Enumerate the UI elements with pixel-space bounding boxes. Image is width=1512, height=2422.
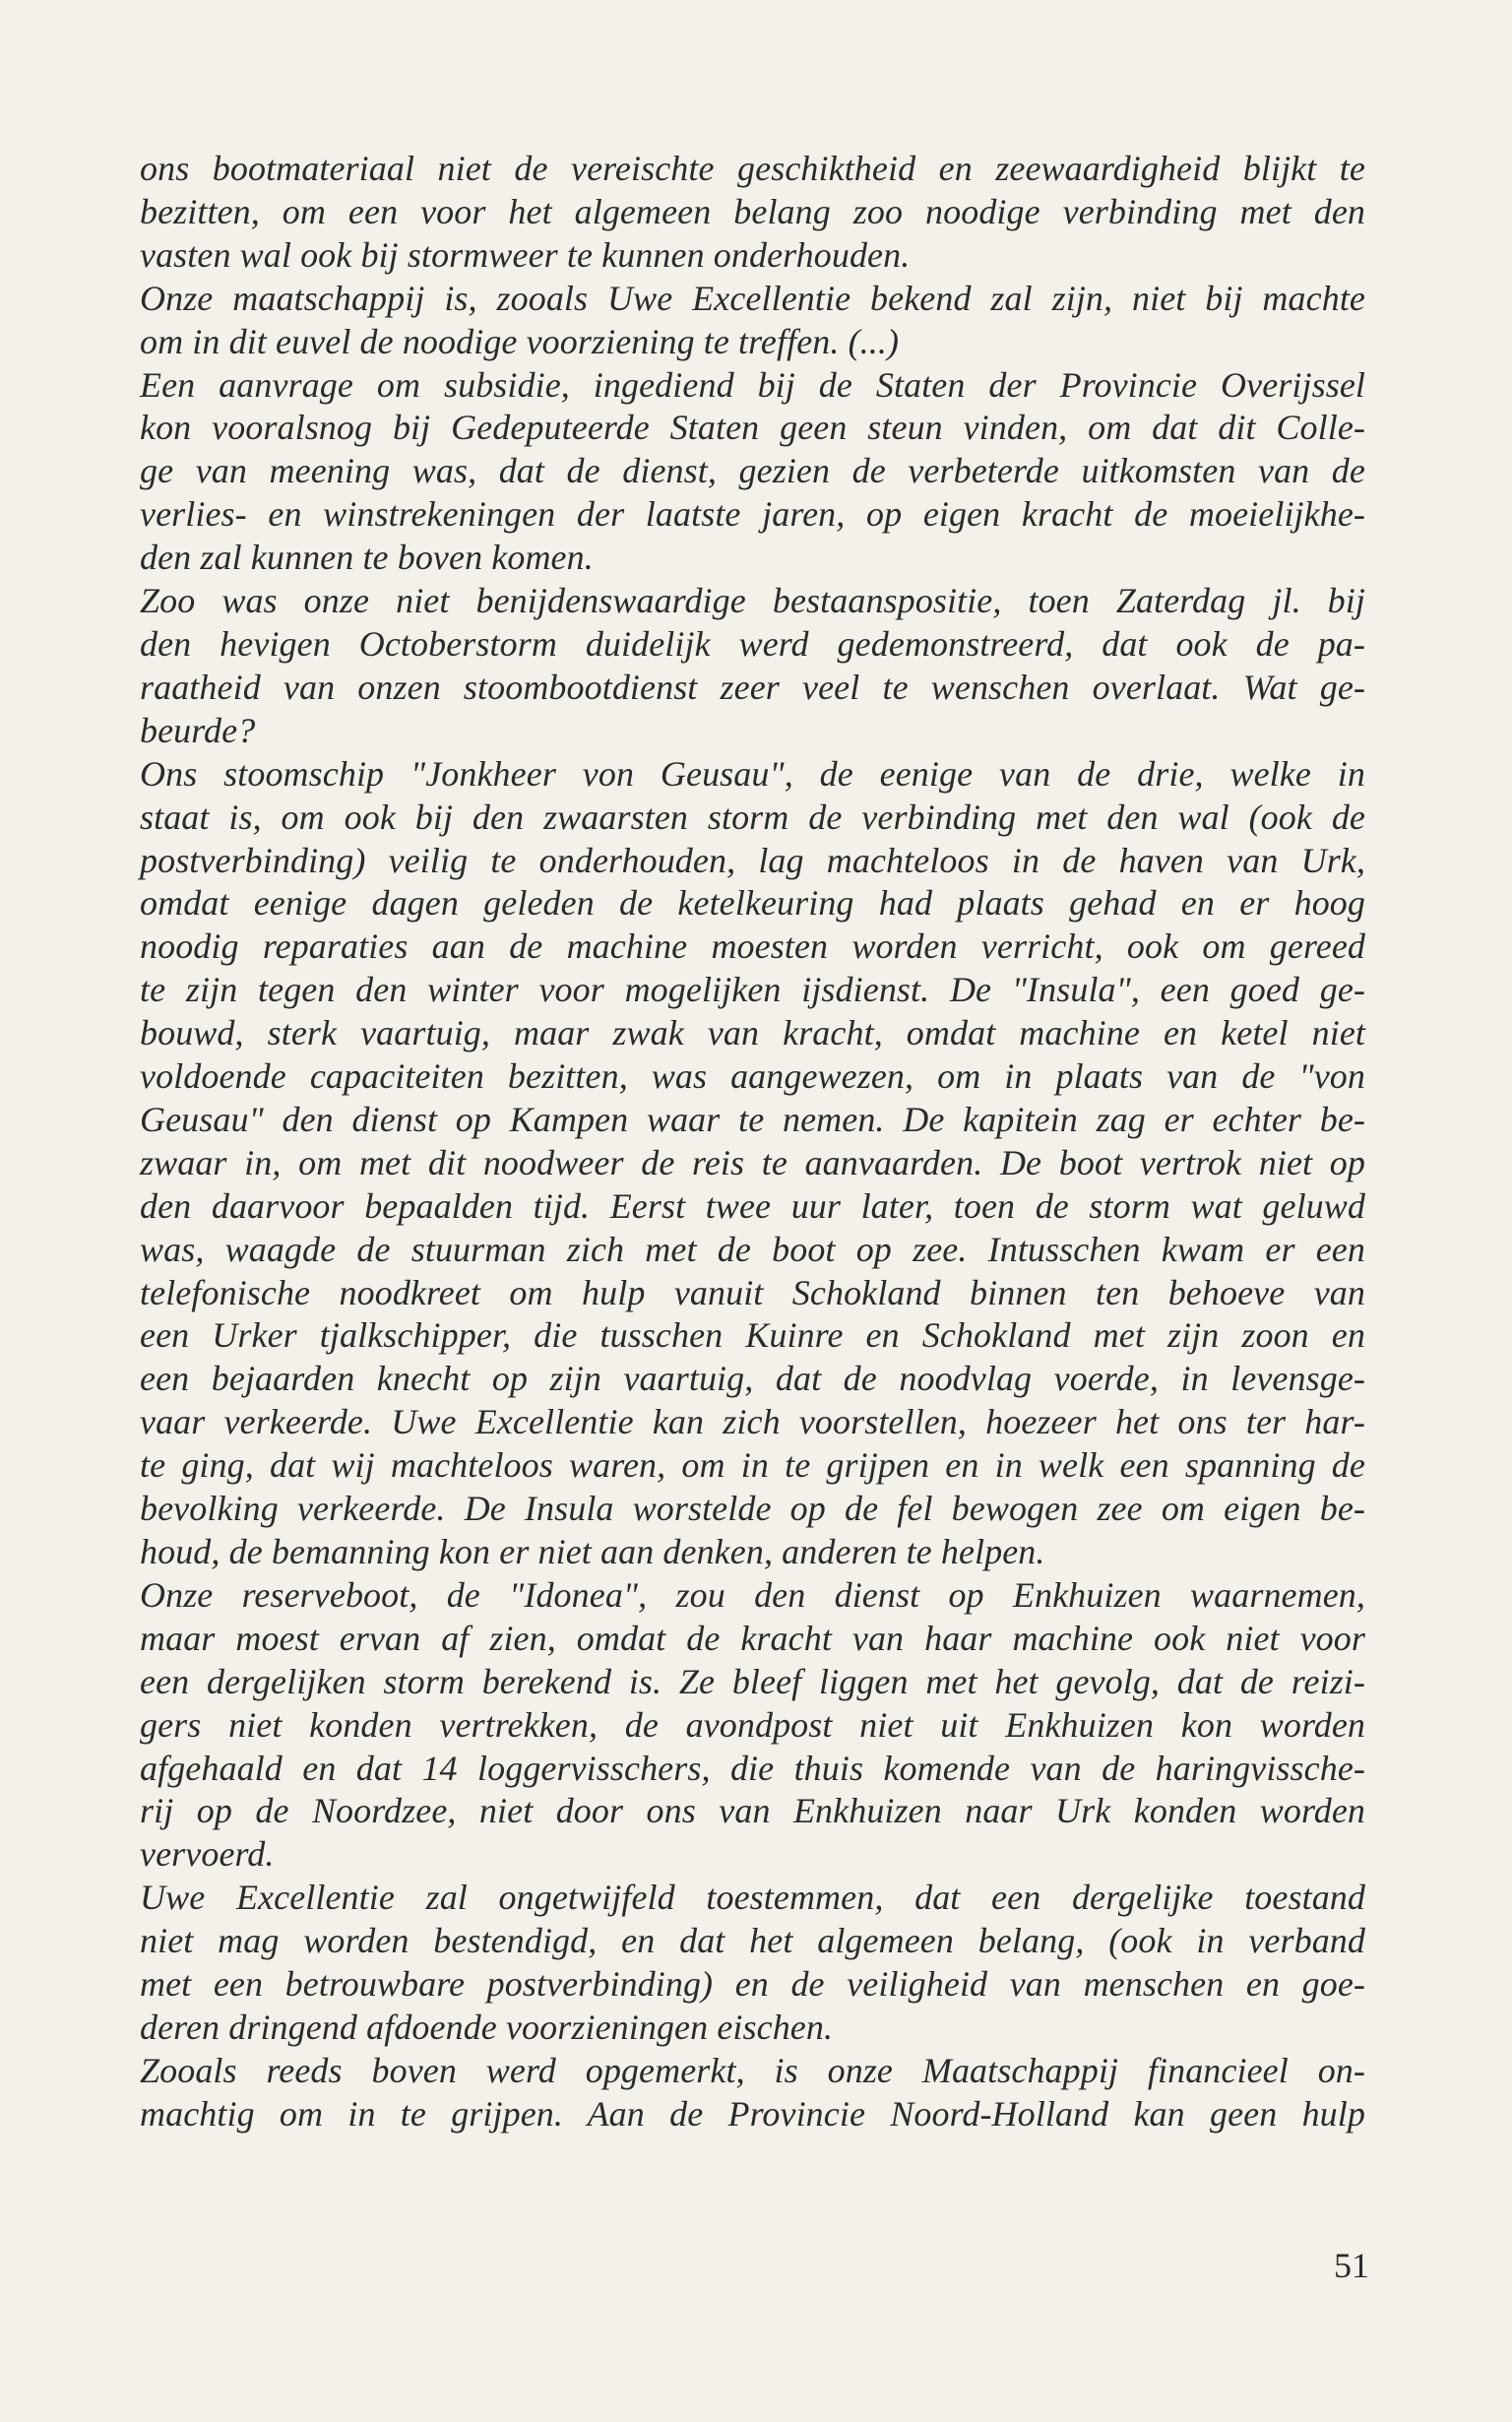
- page-number: 51: [1334, 2246, 1369, 2285]
- text-line: afgehaald en dat 14 loggervisschers, die thuis komende van de haringvissche-: [140, 1748, 1365, 1788]
- text-line: machtig om in te grijpen. Aan de Provincie Noord-Holland kan geen hulp: [140, 2093, 1365, 2134]
- text-line: houd, de bemanning kon er niet aan denken, anderen te helpen.: [140, 1532, 1045, 1571]
- text-line: Ons stoomschip "Jonkheer von Geusau", de eenige van de drie, welke in: [140, 753, 1365, 794]
- text-line: ge van meening was, dat de dienst, gezien de verbeterde uitkomsten van de: [140, 451, 1365, 491]
- text-line: beurde?: [140, 710, 256, 750]
- text-line: bezitten, om een voor het algemeen belang zoo noodige verbinding met den: [140, 191, 1365, 231]
- text-line: deren dringend afdoende voorzieningen eischen.: [140, 2007, 834, 2047]
- text-line: omdat eenige dagen geleden de ketelkeuring had plaats gehad en er hoog: [140, 883, 1365, 924]
- text-line: Zoo was onze niet benijdenswaardige bestaanspositie, toen Zaterdag jl. bij: [140, 581, 1365, 621]
- text-line: verlies- en winstrekeningen der laatste jaren, op eigen kracht de moeielijkhe-: [140, 494, 1365, 535]
- text-line: vasten wal ook bij stormweer te kunnen onderhouden.: [140, 234, 911, 275]
- text-line: raatheid van onzen stoombootdienst zeer veel te wenschen overlaat. Wat ge-: [140, 667, 1365, 707]
- text-line: Onze reserveboot, de "Idonea", zou den dienst op Enkhuizen waarnemen,: [140, 1574, 1365, 1615]
- text-line: Uwe Excellentie zal ongetwijfeld toestemmen, dat een dergelijke toestand: [140, 1878, 1365, 1918]
- text-line: Onze maatschappij is, zooals Uwe Excellentie bekend zal zijn, niet bij machte: [140, 278, 1365, 318]
- text-line: Zooals reeds boven werd opgemerkt, is onze Maatschappij financieel on-: [140, 2050, 1365, 2090]
- text-line: Geusau" den dienst op Kampen waar te nemen. De kapitein zag er echter be-: [140, 1099, 1365, 1139]
- text-line: gers niet konden vertrekken, de avondpost niet uit Enkhuizen kon worden: [140, 1704, 1365, 1745]
- text-line: den zal kunnen te boven komen.: [140, 538, 594, 578]
- text-line: met een betrouwbare postverbinding) en de veiligheid van menschen en goe-: [140, 1964, 1365, 2005]
- text-line: te ging, dat wij machteloos waren, om in te grijpen en in welk een spanning de: [140, 1445, 1365, 1486]
- text-line: om in dit euvel de noodige voorziening te treffen. (...): [140, 321, 900, 361]
- text-line: een bejaarden knecht op zijn vaartuig, dat de noodvlag voerde, in levensge-: [140, 1359, 1365, 1399]
- text-line: bevolking verkeerde. De Insula worstelde op de fel bewogen zee om eigen be-: [140, 1489, 1365, 1529]
- text-line: zwaar in, om met dit noodweer de reis te aanvaarden. De boot vertrok niet op: [140, 1142, 1365, 1182]
- text-line: Een aanvrage om subsidie, ingediend bij de Staten der Provincie Overijssel: [140, 364, 1365, 405]
- text-line: kon vooralsnog bij Gedeputeerde Staten geen steun vinden, om dat dit Colle-: [140, 408, 1365, 448]
- text-line: te zijn tegen den winter voor mogelijken ijsdienst. De "Insula", een goed ge-: [140, 970, 1365, 1010]
- text-line: maar moest ervan af zien, omdat de kracht van haar machine ook niet voor: [140, 1618, 1365, 1658]
- text-line: een dergelijken storm berekend is. Ze bleef liggen met het gevolg, dat de reizi-: [140, 1661, 1365, 1701]
- text-line: den daarvoor bepaalden tijd. Eerst twee uur later, toen de storm wat geluwd: [140, 1185, 1365, 1226]
- text-line: bouwd, sterk vaartuig, maar zwak van kracht, omdat machine en ketel niet: [140, 1013, 1365, 1053]
- text-line: voldoende capaciteiten bezitten, was aangewezen, om in plaats van de "von: [140, 1056, 1365, 1097]
- text-line: was, waagde de stuurman zich met de boot op zee. Intusschen kwam er een: [140, 1229, 1365, 1269]
- body-text: [140, 148, 1365, 2136]
- text-line: postverbinding) veilig te onderhouden, lag machteloos in de haven van Urk,: [140, 840, 1365, 880]
- text-line: den hevigen Octoberstorm duidelijk werd gedemonstreerd, dat ook de pa-: [140, 623, 1365, 664]
- text-line: niet mag worden bestendigd, en dat het algemeen belang, (ook in verband: [140, 1921, 1365, 1961]
- text-line: telefonische noodkreet om hulp vanuit Schokland binnen ten behoeve van: [140, 1272, 1365, 1312]
- text-line: staat is, om ook bij den zwaarsten storm de verbinding met den wal (ook de: [140, 797, 1365, 837]
- text-line: een Urker tjalkschipper, die tusschen Kuinre en Schokland met zijn zoon en: [140, 1315, 1365, 1356]
- text-line: vaar verkeerde. Uwe Excellentie kan zich voorstellen, hoezeer het ons ter har-: [140, 1402, 1365, 1442]
- text-line: ons bootmateriaal niet de vereischte geschiktheid en zeewaardigheid blijkt te: [140, 149, 1365, 188]
- text-line: noodig reparaties aan de machine moesten worden verricht, ook om gereed: [140, 926, 1365, 967]
- text-line: vervoerd.: [140, 1834, 275, 1875]
- text-line: rij op de Noordzee, niet door ons van Enkhuizen naar Urk konden worden: [140, 1791, 1365, 1831]
